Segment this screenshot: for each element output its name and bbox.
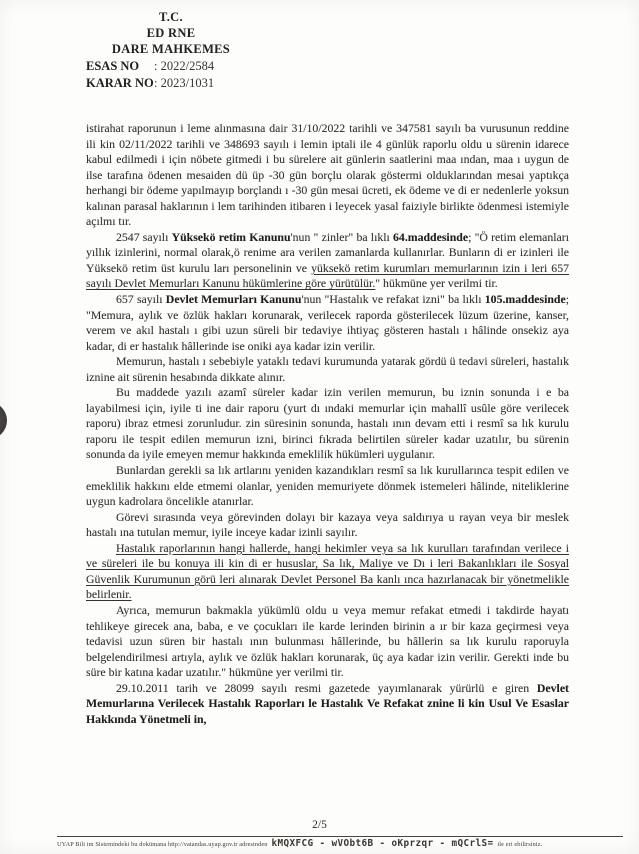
karar-no-value: : 2023/1031 <box>154 75 215 90</box>
document-header <box>86 9 256 91</box>
footer-verification-code: kMQXFCG - wVObt6B - oKprzqr - mQCrlS= <box>271 838 494 849</box>
text-segment: Bu maddede yazılı azamî süreler kadar izin verilen memurun, bu iznin sonunda i e ba layabilmesi için, iyile ti ine dair raporu (yurt dı ındaki memurlar için mahallî usûle göre verilecek raporu) ibraz etmesi zorunludur. zin süresinin sonunda, hastalı ının devam etti i resmî sa lık kurulu raporu ile tespit edilen memurun izni, birinci fıkrada belirtilen süreler kadar uzatılır, bu sürenin sonunda da iyile emeyen memur hakkında emeklilik hükümleri uygulanır. <box>86 385 569 462</box>
text-segment: Görevi sırasında veya görevinden dolayı bir kazaya veya saldırıya u rayan veya bir meslek hastalı ına tutulan memur, iyile inceye kadar izinli sayılır. <box>86 509 569 540</box>
bold-text: 105.maddesinde <box>484 292 566 307</box>
paragraph <box>86 541 569 603</box>
text-segment: ; "Ö retim elemanları yıllık izinlerini, normal olarak,ö renime ara verilen zamanlarda kullanırlar. Bunların di er izinleri ile Yüksekö retim üst kurulu ları personelinin ve <box>86 229 569 275</box>
bold-text: Devlet Memurları Kanunu <box>165 292 302 307</box>
text-segment: ; "Memura, aylık ve özlük hakları korunarak, verilecek raporda gösterilecek lüzum üzerine, kanser, verem ve akıl hastalı ı gibi uzun süreli bir tedaviye ihtiyaç gösteren hastalı ı hâlinde onsekiz aya kadar, di er hastalık hâllerinde ise oniki aya kadar izin verilir. <box>86 292 570 353</box>
text-segment: 2547 sayılı <box>116 229 172 244</box>
bold-text: 64.maddesinde <box>393 229 469 244</box>
text-segment: 'nun " zinler" ba lıklı <box>290 229 394 244</box>
karar-no-label: KARAR NO <box>86 75 154 90</box>
text-segment: Memurun, hastalı ı sebebiyle yataklı tedavi kurumunda yatarak gördü ü tedavi süreleri, hastalık iznine ait sürenin hesabında dikkate alınır. <box>86 354 569 384</box>
text-segment: 29.10.2011 tarih ve 28099 sayılı resmi gazetede yayımlanarak yürürlü e giren <box>116 680 537 695</box>
text-segment: 'nun "Hastalık ve refakat izni" ba lıklı <box>301 292 485 307</box>
text-segment: " hükmüne yer verilmi tir. <box>375 276 498 291</box>
header-city: ED RNE <box>146 26 196 41</box>
header-country: T.C. <box>159 10 183 24</box>
paragraph <box>86 681 569 728</box>
paragraph <box>86 510 569 541</box>
paragraph <box>86 292 569 354</box>
footer-access-suffix: ile eri ebilirsiniz. <box>497 841 543 848</box>
karar-no-row <box>86 75 256 91</box>
footer-access-note <box>57 838 637 849</box>
underlined-text: Hastalık raporlarının hangi hallerde, hangi hekimler veya sa lık kurulları tarafından verilece i ve süreleri ile bu konuya ili kin di er hususlar, Sa lık, Maliye ve Dı i leri Bakanlıkları ile Sosyal Güvenlik Kurumunun görü leri alınarak Devlet Personel Ba kanlı ınca hazırlanacak bir yönetmelikle belirlenir. <box>86 540 569 602</box>
paragraph <box>86 230 569 292</box>
paragraph <box>86 463 569 510</box>
text-segment: Ayrıca, memurun bakmakla yükümlü oldu u veya memur refakat etmedi i takdirde hayatı tehlikeye girecek ana, baba, e ve çocukları ile karde lerinden birinin a ır bir kaza geçirmesi veya tedavisi uzun süren bir hastalı ının bulunması hâllerinde, bu hâllerin sa lık kurulu raporuyla belgelendirilmesi artıyla, aylık ve özlük hakları korunarak, üç aya kadar izin verilir. Gerekti inde bu süre bir katına kadar uzatılır." hükmüne yer verilmi tir. <box>86 602 569 680</box>
bold-text: Devlet Memurlarına Verilecek Hastalık Raporları le Hastalık Ve Refakat znine li kin Usul Ve Esaslar Hakkında Yönetmeli in, <box>86 680 569 726</box>
esas-no-value: : 2022/2584 <box>154 59 215 74</box>
esas-no-row <box>86 58 256 74</box>
text-segment: Bunlardan gerekli sa lık artlarını yeniden kazandıkları resmî sa lık kurullarınca tespit edilen ve emeklilik hakkını elde etmemi olanlar, yeniden memuriyete dönmek istemeleri hâlinde, niteliklerine uygun kadrolara öncelikle atanırlar. <box>86 463 569 509</box>
text-segment: 657 sayılı <box>116 292 166 307</box>
paragraph <box>86 603 569 681</box>
paragraph <box>86 385 569 463</box>
bold-text: Yüksekö retim Kanunu <box>171 229 291 244</box>
esas-no-label: ESAS NO <box>86 59 140 74</box>
document-body <box>86 121 569 727</box>
page-number: 2/5 <box>312 819 327 831</box>
header-court: DARE MAHKEMES <box>111 42 231 57</box>
footer-divider <box>57 836 623 837</box>
footer-access-prefix: UYAP Bili im Sistemindeki bu dokümana http://vatandas.uyap.gov.tr adresinden <box>57 841 268 848</box>
hole-punch-mark <box>0 402 7 439</box>
paragraph <box>86 354 569 385</box>
paragraph <box>86 121 569 230</box>
text-segment: istirahat raporunun i leme alınmasına dair 31/10/2022 tarihli ve 347581 sayılı ba vurusunun reddine ili kin 02/11/2022 tarihli ve 348693 sayılı i lemin iptali ile 4 günlük raporlu oldu u sürenin idarece kabul edilmedi i için nöbete gitmedi i bu sürelere ait günlerin saatlerini maa ından, maa ı uygun de ilse tarafına ödenen mesaiden dü üp -30 gün borçlu olarak göstermi olduklarından mesai yaptıkça herhangi bir ödeme yapılmayıp borçlandı ı -30 gün mesai ücreti, ek ödeme ve di er nedenlerle yoksun kalınan parasal haklarının i lem tarihinden itibaren i leyecek yasal faiziyle birlikte ödenmesi istemiyle açılmı tır. <box>86 121 569 229</box>
underlined-text: yüksekö retim kurumları memurlarının izin i leri 657 sayılı Devlet Memurları Kanunu hükümlerine göre yürütülür. <box>86 260 569 291</box>
